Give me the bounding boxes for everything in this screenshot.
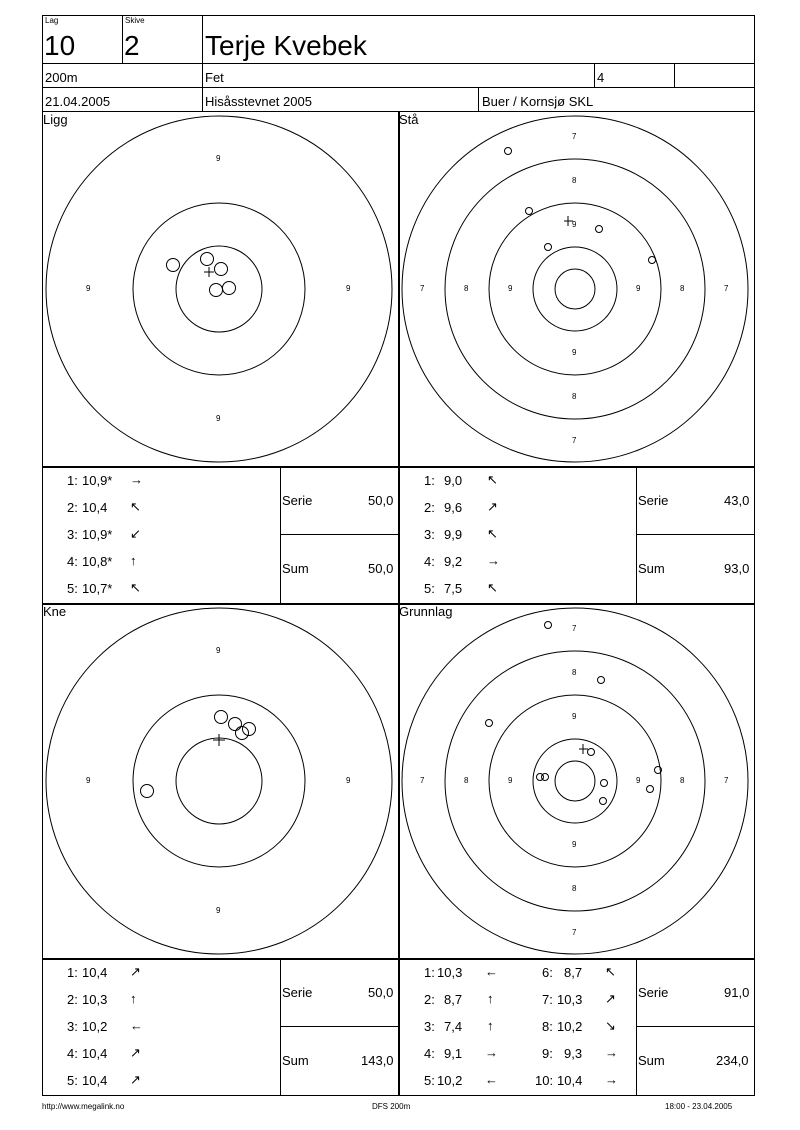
grunnlag-shot-hole (647, 786, 654, 793)
ligg-ring-outer (46, 116, 392, 462)
grunnlag-ring-7 (445, 651, 705, 911)
grunnlag-shot-hole (545, 622, 552, 629)
ligg-ring-9 (133, 203, 305, 375)
grunnlag-shot-hole (601, 780, 608, 787)
ring-number-label: 7 (420, 776, 425, 785)
ring-number-label: 9 (346, 776, 351, 785)
shot-number: 3: (67, 1019, 78, 1034)
shot-number: 3: (424, 1019, 435, 1034)
shot-direction-arrow-icon: ↖ (487, 580, 498, 595)
shot-score: 10,3 (557, 992, 583, 1007)
serie-value: 43,0 (724, 493, 750, 508)
shot-score: 9,9 (444, 527, 463, 542)
shot-direction-arrow-icon: ↗ (130, 1072, 141, 1087)
ring-number-label: 8 (572, 392, 577, 401)
shot-direction-arrow-icon: ↗ (605, 991, 616, 1006)
shot-direction-arrow-icon: ↑ (487, 1018, 494, 1033)
shot-direction-arrow-icon: ↗ (130, 1045, 141, 1060)
skive-label: Skive (125, 16, 145, 25)
shot-score: 10,4 (557, 1073, 583, 1088)
date: 21.04.2005 (45, 94, 111, 109)
kne-shot-hole (215, 711, 228, 724)
ligg-shot-hole (223, 282, 236, 295)
ring-number-label: 9 (216, 646, 221, 655)
skive-value: 2 (124, 30, 140, 61)
ligg-mean-cross (204, 267, 214, 277)
ring-number-label: 9 (508, 284, 513, 293)
sta-ring-10 (555, 269, 595, 309)
ligg-ring-10 (176, 246, 262, 332)
grunnlag-ring-9 (533, 739, 617, 823)
serie-label: Serie (638, 493, 669, 508)
grunnlag-ring-10 (555, 761, 595, 801)
event-name: Hisåsstevnet 2005 (205, 94, 312, 109)
shot-number: 5: (67, 581, 78, 596)
ring-number-label: 9 (86, 776, 91, 785)
kne-shot-hole (141, 785, 154, 798)
shot-number: 5: (424, 581, 435, 596)
kne-shot-hole (243, 723, 256, 736)
shot-score: 10,7* (82, 581, 113, 596)
shot-score: 10,4 (82, 500, 108, 515)
shot-number: 1: (424, 965, 435, 980)
footer-timestamp: 18:00 - 23.04.2005 (665, 1102, 733, 1111)
target-title-ligg: Ligg (43, 112, 68, 127)
shot-score: 10,9* (82, 527, 113, 542)
ring-number-label: 9 (346, 284, 351, 293)
shooter-name: Terje Kvebek (205, 30, 367, 61)
shot-number: 4: (67, 1046, 78, 1061)
footer-program: DFS 200m (372, 1102, 411, 1111)
shot-direction-arrow-icon: ↖ (605, 964, 616, 979)
ring-number-label: 9 (636, 776, 641, 785)
lag-value: 10 (44, 30, 76, 61)
ligg-shot-hole (167, 259, 180, 272)
shot-number: 7: (542, 992, 553, 1007)
shot-number: 5: (67, 1073, 78, 1088)
ring-number-label: 7 (572, 436, 577, 445)
sum-label: Sum (638, 1053, 665, 1068)
shot-number: 1: (67, 473, 78, 488)
ring-number-label: 7 (724, 284, 729, 293)
sum-value: 93,0 (724, 561, 750, 576)
shot-score: 8,7 (564, 965, 583, 980)
shot-direction-arrow-icon: ↖ (130, 580, 141, 595)
kne-shot-hole (229, 718, 242, 731)
shot-number: 5: (424, 1073, 435, 1088)
ring-number-label: 9 (572, 840, 577, 849)
target-title-grunnlag: Grunnlag (399, 604, 453, 619)
shot-direction-arrow-icon: ↗ (487, 499, 498, 514)
ring-number-label: 9 (572, 348, 577, 357)
shot-direction-arrow-icon: → (605, 1045, 618, 1060)
sta-ring-outer (402, 116, 748, 462)
ring-number-label: 9 (572, 220, 577, 229)
sta-ring-9 (533, 247, 617, 331)
kne-shot-hole (236, 727, 249, 740)
ring-number-label: 8 (572, 884, 577, 893)
shot-number: 10: (535, 1073, 554, 1088)
ring-number-label: 9 (216, 906, 221, 915)
shot-score: 10,3 (82, 992, 108, 1007)
ligg-shot-hole (215, 263, 228, 276)
shot-direction-arrow-icon: ↑ (487, 991, 494, 1006)
shot-direction-arrow-icon: ↘ (605, 1018, 616, 1033)
grunnlag-shot-hole (542, 774, 549, 781)
shot-number: 2: (67, 500, 78, 515)
ring-number-label: 9 (508, 776, 513, 785)
class: Fet (205, 70, 224, 85)
serie-value: 50,0 (368, 985, 394, 1000)
shot-score: 9,6 (444, 500, 463, 515)
grunnlag-shot-hole (486, 720, 493, 727)
ring-number-label: 7 (572, 132, 577, 141)
shot-score: 10,4 (82, 965, 108, 980)
shot-number: 2: (424, 992, 435, 1007)
shot-direction-arrow-icon: ← (485, 1072, 498, 1087)
kne-ring-9 (133, 695, 305, 867)
shot-direction-arrow-icon: ↖ (487, 472, 498, 487)
shot-direction-arrow-icon: ↗ (130, 964, 141, 979)
shot-score: 9,1 (444, 1046, 463, 1061)
shot-number: 1: (67, 965, 78, 980)
target-title-kne: Kne (43, 604, 67, 619)
shot-number: 6: (542, 965, 553, 980)
distance: 200m (45, 70, 78, 85)
shot-direction-arrow-icon: → (605, 1072, 618, 1087)
shot-score: 9,3 (564, 1046, 583, 1061)
ring-number-label: 8 (680, 776, 685, 785)
shot-score: 7,5 (444, 581, 463, 596)
shot-direction-arrow-icon: ↖ (487, 526, 498, 541)
shot-score: 9,0 (444, 473, 463, 488)
shot-score: 10,2 (437, 1073, 463, 1088)
shot-direction-arrow-icon: ↖ (130, 499, 141, 514)
shot-score: 10,4 (82, 1073, 108, 1088)
shot-number: 4: (424, 554, 435, 569)
ring-number-label: 8 (680, 284, 685, 293)
ligg-shot-hole (201, 253, 214, 266)
shot-number: 3: (67, 527, 78, 542)
serie-value: 91,0 (724, 985, 750, 1000)
ring-number-label: 9 (216, 154, 221, 163)
shot-score: 10,9* (82, 473, 113, 488)
sta-shot-hole (505, 148, 512, 155)
shot-number: 2: (424, 500, 435, 515)
shot-number: 1: (424, 473, 435, 488)
shot-score: 9,2 (444, 554, 463, 569)
ring-number-label: 9 (636, 284, 641, 293)
kne-ring-10 (176, 738, 262, 824)
shot-direction-arrow-icon: ↑ (130, 991, 137, 1006)
kne-mean-cross (213, 734, 225, 746)
shot-score: 10,2 (82, 1019, 108, 1034)
ring-number-label: 9 (86, 284, 91, 293)
sta-ring-7 (445, 159, 705, 419)
sum-label: Sum (638, 561, 665, 576)
target-title-sta: Stå (399, 112, 419, 127)
sum-value: 234,0 (716, 1053, 749, 1068)
grunnlag-mean-cross (579, 744, 588, 754)
shot-direction-arrow-icon: ↑ (130, 553, 137, 568)
ring-number-label: 9 (216, 414, 221, 423)
shot-number: 9: (542, 1046, 553, 1061)
ring-number-label: 7 (572, 624, 577, 633)
shot-number: 4: (67, 554, 78, 569)
ring-number-label: 8 (572, 176, 577, 185)
shot-direction-arrow-icon: → (485, 1045, 498, 1060)
shot-direction-arrow-icon: ↙ (130, 526, 141, 541)
grunnlag-shot-hole (588, 749, 595, 756)
footer-url[interactable]: http://www.megalink.no (42, 1102, 125, 1111)
sta-shot-hole (526, 208, 533, 215)
shot-direction-arrow-icon: ← (130, 1018, 143, 1033)
shot-score: 8,7 (444, 992, 463, 1007)
ring-number-label: 8 (464, 284, 469, 293)
serie-label: Serie (282, 493, 313, 508)
ring-number-label: 7 (420, 284, 425, 293)
grunnlag-shot-hole (598, 677, 605, 684)
sum-value: 143,0 (361, 1053, 394, 1068)
lag-label: Lag (45, 16, 59, 25)
ligg-shot-hole (210, 284, 223, 297)
sum-label: Sum (282, 561, 309, 576)
sum-value: 50,0 (368, 561, 394, 576)
sta-shot-hole (545, 244, 552, 251)
shot-score: 10,3 (437, 965, 463, 980)
sta-shot-hole (596, 226, 603, 233)
shot-score: 7,4 (444, 1019, 463, 1034)
shot-score: 10,8* (82, 554, 113, 569)
grunnlag-ring-outer (402, 608, 748, 954)
sum-label: Sum (282, 1053, 309, 1068)
grunnlag-shot-hole (600, 798, 607, 805)
shot-score: 10,2 (557, 1019, 583, 1034)
shot-direction-arrow-icon: ← (485, 964, 498, 979)
field-number: 4 (597, 70, 605, 85)
ring-number-label: 8 (464, 776, 469, 785)
shot-direction-arrow-icon: → (487, 553, 500, 568)
shot-number: 4: (424, 1046, 435, 1061)
shot-number: 3: (424, 527, 435, 542)
serie-value: 50,0 (368, 493, 394, 508)
ring-number-label: 9 (572, 712, 577, 721)
ring-number-label: 7 (572, 928, 577, 937)
shot-direction-arrow-icon: → (130, 472, 143, 487)
ring-number-label: 7 (724, 776, 729, 785)
shot-number: 8: (542, 1019, 553, 1034)
kne-ring-outer (46, 608, 392, 954)
shot-score: 10,4 (82, 1046, 108, 1061)
shot-number: 2: (67, 992, 78, 1007)
serie-label: Serie (282, 985, 313, 1000)
ring-number-label: 8 (572, 668, 577, 677)
club-name: Buer / Kornsjø SKL (482, 94, 594, 109)
serie-label: Serie (638, 985, 669, 1000)
sta-shot-hole (649, 257, 656, 264)
